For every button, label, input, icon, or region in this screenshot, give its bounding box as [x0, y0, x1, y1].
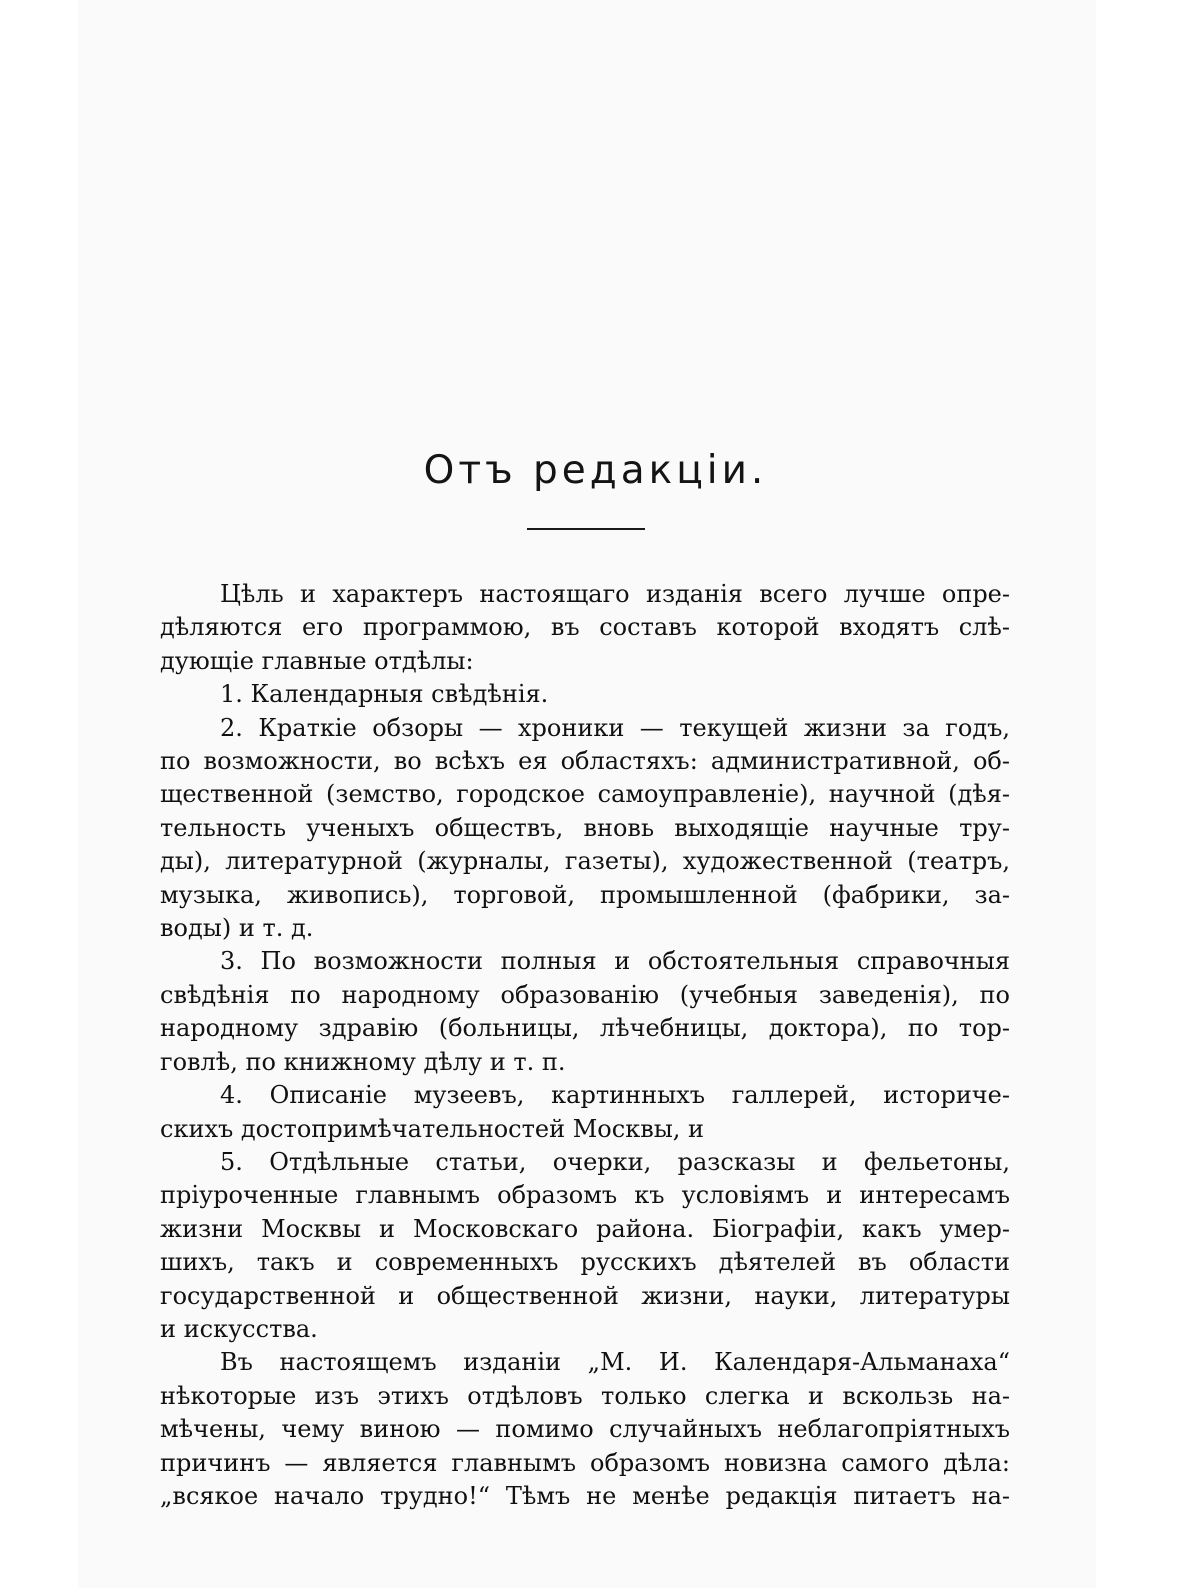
text-line: ды), литературной (журналы, газеты), художественной (театръ, — [160, 847, 1010, 876]
text-line: щественной (земство, городское самоуправленiе), научной (дѣя- — [160, 780, 1010, 809]
text-line: 1. Календарныя свѣдѣнiя. — [220, 680, 549, 709]
text-line: 5. Отдѣльные статьи, очерки, разсказы и фельетоны, — [220, 1147, 1010, 1176]
text-line: воды) и т. д. — [160, 914, 314, 943]
text-line: говлѣ, по книжному дѣлу и т. п. — [160, 1047, 566, 1076]
text-line: причинъ — является главнымъ образомъ новизна самого дѣла: — [160, 1448, 1010, 1477]
text-line: мѣчены, чему виною — помимо случайныхъ неблагопрiятныхъ — [160, 1415, 1010, 1444]
title-divider — [527, 528, 645, 530]
text-line: дѣляются его программою, въ составъ которой входятъ слѣ- — [160, 613, 1010, 642]
text-line: тельность ученыхъ обществъ, вновь выходящiе научные тру- — [160, 813, 1010, 842]
text-line: дующiе главные отдѣлы: — [160, 646, 474, 675]
body-text — [160, 578, 1010, 1513]
text-line: шихъ, такъ и современныхъ русскихъ дѣятелей въ области — [160, 1248, 1010, 1277]
text-line: прiуроченные главнымъ образомъ къ условiямъ и интересамъ — [160, 1181, 1010, 1210]
text-line: по возможности, во всѣхъ ея областяхъ: административной, об- — [160, 747, 1010, 776]
text-line: государственной и общественной жизни, науки, литературы — [160, 1281, 1010, 1310]
text-line: Цѣль и характеръ настоящаго изданiя всего лучше опре- — [220, 580, 1010, 608]
text-line: Въ настоящемъ изданiи „М. И. Календаря-Альманаха“ — [220, 1348, 1010, 1377]
text-line: „всякое начало трудно!“ Тѣмъ не менѣе редакцiя питаетъ на- — [160, 1481, 1010, 1510]
text-line: свѣдѣнiя по народному образованiю (учебныя заведенiя), по — [160, 980, 1010, 1009]
text-line: жизни Москвы и Московскаго района. Бiографiи, какъ умер- — [160, 1214, 1010, 1243]
text-line: 2. Краткiе обзоры — хроники — текущей жизни за годъ, — [220, 713, 1010, 742]
text-line: 4. Описанiе музеевъ, картинныхъ галлерей, историче- — [220, 1081, 1010, 1110]
text-line: и искусства. — [160, 1314, 318, 1343]
text-line: народному здравiю (больницы, лѣчебницы, доктора), по тор- — [160, 1014, 1010, 1043]
text-line: скихъ достопримѣчательностей Москвы, и — [160, 1114, 705, 1143]
text-line: 3. По возможности полныя и обстоятельныя справочныя — [220, 947, 1010, 976]
text-line: музыка, живопись), торговой, промышленной (фабрики, за- — [160, 880, 1010, 909]
text-line: нѣкоторые изъ этихъ отдѣловъ только слегка и вскользь на- — [160, 1381, 1010, 1410]
page-title: Отъ редакцiи. — [423, 448, 768, 493]
